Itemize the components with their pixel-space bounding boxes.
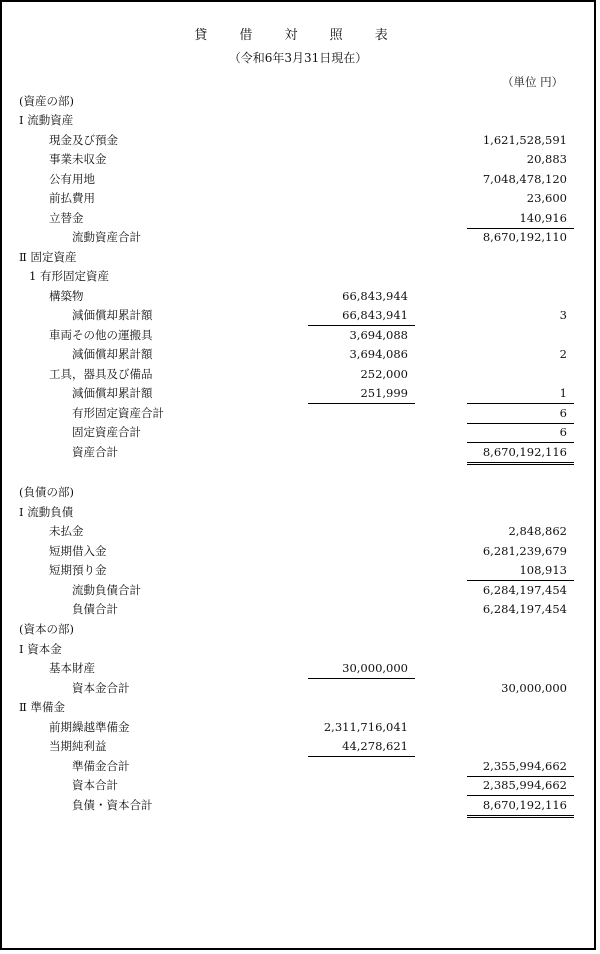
- detail-amount: 30,000,000: [342, 661, 408, 675]
- total-amount: 108,913: [519, 563, 567, 577]
- table-row: [2, 443, 594, 462]
- document-date: （令和6年3月31日現在）: [228, 51, 368, 65]
- table-row: [2, 679, 594, 698]
- total-amount: 3: [559, 308, 567, 322]
- underline: [308, 403, 415, 404]
- table-row: [2, 248, 594, 267]
- total-amount: 8,670,192,116: [482, 445, 567, 459]
- row-label: 有形固定資産合計: [72, 406, 164, 420]
- detail-amount: 66,843,941: [342, 308, 408, 322]
- underline: [467, 795, 574, 796]
- row-label: 資本金合計: [72, 681, 130, 695]
- row-label: 減価償却累計額: [72, 308, 153, 322]
- total-amount: 8,670,192,110: [482, 230, 567, 244]
- table-row: [2, 796, 594, 815]
- detail-amount: 252,000: [360, 367, 408, 381]
- total-amount: 2,355,994,662: [482, 759, 567, 773]
- total-amount: 30,000,000: [501, 681, 567, 695]
- table-row: [2, 503, 594, 522]
- table-row: [2, 287, 594, 306]
- total-amount: 23,600: [526, 191, 567, 205]
- double-underline: [467, 815, 574, 818]
- table-row: [2, 404, 594, 423]
- total-amount: 140,916: [519, 211, 567, 225]
- total-amount: 6,281,239,679: [482, 544, 567, 558]
- underline: [467, 776, 574, 777]
- table-row: [2, 306, 594, 325]
- detail-amount: 44,278,621: [342, 739, 408, 753]
- underline: [467, 423, 574, 424]
- row-label: 事業未収金: [49, 152, 107, 166]
- row-label: (負債の部): [19, 485, 74, 499]
- row-label: 立替金: [49, 211, 84, 225]
- document-title: 貸 借 対 照 表: [194, 28, 402, 43]
- table-row: [2, 718, 594, 737]
- table-row: [2, 150, 594, 169]
- row-label: 負債合計: [72, 602, 118, 616]
- row-label: 公有用地: [49, 172, 95, 186]
- total-amount: 1: [559, 386, 567, 400]
- total-amount: 1,621,528,591: [482, 133, 567, 147]
- double-underline: [467, 462, 574, 465]
- row-label: Ⅰ 流動負債: [19, 505, 74, 519]
- total-amount: 2: [559, 347, 567, 361]
- table-row: [2, 345, 594, 364]
- detail-amount: 3,694,088: [349, 328, 408, 342]
- table-row: [2, 600, 594, 619]
- underline: [467, 228, 574, 229]
- detail-amount: 251,999: [360, 386, 408, 400]
- row-label: 短期預り金: [49, 563, 107, 577]
- table-row: [2, 640, 594, 659]
- table-row: [2, 131, 594, 150]
- row-label: 流動負債合計: [72, 583, 141, 597]
- row-label: 短期借入金: [49, 544, 107, 558]
- table-row: [2, 111, 594, 130]
- row-label: (資産の部): [19, 94, 74, 108]
- table-row: [2, 620, 594, 639]
- row-label: 負債・資本合計: [72, 798, 153, 812]
- unit-label: （単位 円）: [502, 75, 564, 89]
- table-row: [2, 365, 594, 384]
- total-amount: 2,848,862: [508, 524, 567, 538]
- row-label: Ⅱ 準備金: [19, 700, 65, 714]
- row-label: 構築物: [49, 289, 84, 303]
- row-label: 前払費用: [49, 191, 95, 205]
- row-label: Ⅰ 資本金: [19, 642, 62, 656]
- detail-amount: 2,311,716,041: [323, 720, 408, 734]
- row-label: 1 有形固定資産: [29, 269, 109, 283]
- table-row: [2, 698, 594, 717]
- row-label: 資本合計: [72, 778, 118, 792]
- row-label: 資産合計: [72, 445, 118, 459]
- table-row: [2, 737, 594, 756]
- table-row: [2, 189, 594, 208]
- underline: [467, 442, 574, 443]
- table-row: [2, 209, 594, 228]
- detail-amount: 3,694,086: [349, 347, 408, 361]
- underline: [308, 325, 415, 326]
- table-row: [2, 757, 594, 776]
- table-row: [2, 170, 594, 189]
- total-amount: 6: [559, 425, 567, 439]
- table-row: [2, 228, 594, 247]
- underline: [467, 580, 574, 581]
- table-row: [2, 776, 594, 795]
- table-row: [2, 267, 594, 286]
- table-row: [2, 92, 594, 111]
- row-label: Ⅱ 固定資産: [19, 250, 77, 264]
- table-row: [2, 483, 594, 502]
- underline: [308, 678, 415, 679]
- table-row: [2, 522, 594, 541]
- total-amount: 20,883: [526, 152, 567, 166]
- underline: [308, 756, 415, 757]
- table-row: [2, 542, 594, 561]
- underline: [467, 403, 574, 404]
- row-label: 固定資産合計: [72, 425, 141, 439]
- total-amount: 6,284,197,454: [482, 602, 567, 616]
- total-amount: 7,048,478,120: [482, 172, 567, 186]
- table-row: [2, 561, 594, 580]
- row-label: 現金及び預金: [49, 133, 118, 147]
- total-amount: 6: [559, 406, 567, 420]
- row-label: 工具，器具及び備品: [49, 367, 153, 381]
- row-label: 当期純利益: [49, 739, 107, 753]
- table-row: [2, 326, 594, 345]
- table-row: [2, 581, 594, 600]
- row-label: 減価償却累計額: [72, 347, 153, 361]
- row-label: (資本の部): [19, 622, 74, 636]
- row-label: 基本財産: [49, 661, 95, 675]
- row-label: 車両その他の運搬具: [49, 328, 153, 342]
- total-amount: 6,284,197,454: [482, 583, 567, 597]
- row-label: 減価償却累計額: [72, 386, 153, 400]
- table-row: [2, 659, 594, 678]
- row-label: 未払金: [49, 524, 84, 538]
- table-row: [2, 423, 594, 442]
- row-label: 準備金合計: [72, 759, 130, 773]
- row-label: 前期繰越準備金: [49, 720, 130, 734]
- row-label: 流動資産合計: [72, 230, 141, 244]
- table-row: [2, 384, 594, 403]
- row-label: Ⅰ 流動資産: [19, 113, 74, 127]
- total-amount: 2,385,994,662: [482, 778, 567, 792]
- total-amount: 8,670,192,116: [482, 798, 567, 812]
- detail-amount: 66,843,944: [342, 289, 408, 303]
